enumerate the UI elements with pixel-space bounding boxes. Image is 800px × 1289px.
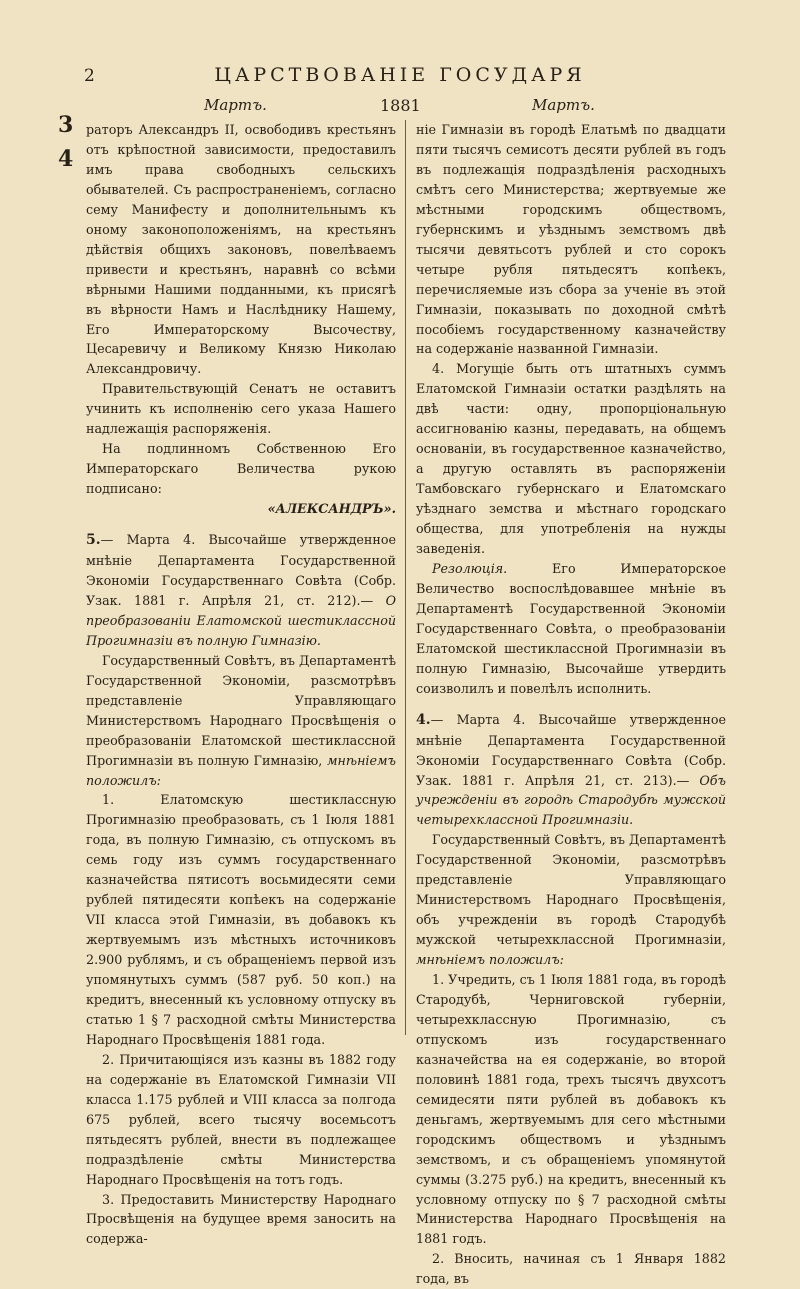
running-title: ЦАРСТВОВАНІЕ ГОСУДАРЯ [214,64,586,86]
month-right: Мартъ. [532,96,595,114]
resolution-label: Резолюція. [432,560,508,576]
section-head: — Марта 4. Высочайше утвержденное мнѣніе Департамента Государственной Экономіи Государственнаго Совѣта (Собр. Узак. 1881 г. Апрѣля 21, ст. 212). [86,532,396,608]
right-column [416,120,726,1289]
signed-note: На подлинномъ Собственною Его Императорскаго Величества рукою подписано: [86,441,396,497]
item-2: 2. Причитающіяся изъ казны въ 1882 году на содержаніе въ Елатомской Гимназіи VII класса 1.175 рублей и VIII класса за полгода 675 рублей, всего тысячу восемьсотъ пятьдесятъ рублей, внести въ подлежащее подраздѣленіе смѣты Министерства Народнаго Просвѣщенія на тотъ годъ. [86,1051,396,1187]
paragraph-italic: мнѣніемъ положилъ: [416,952,564,968]
resolution-text: Его Императорское Величество воспослѣдовавшее мнѣніе въ Департаментѣ Государственной Экономіи Государственнаго Совѣта, о преобразованіи Елатомской шестиклассной Прогимназіи въ полную Гимназію, Высочайше утвердить соизволилъ и повелѣлъ исполнить. [416,560,726,696]
resolution [416,559,726,699]
margin-number-4: 4 [58,146,74,172]
signature: «АЛЕКСАНДРЪ». [267,501,396,517]
item-1: 1. Учредить, съ 1 Іюля 1881 года, въ городѣ Стародубѣ, Черниговской губерніи, четырехклассную Прогимназію, съ отпускомъ изъ государственнаго казначейства на ея содержаніе, во второй половинѣ 1881 года, трехъ тысячъ двухсотъ семидесяти пяти рублей въ добавокъ къ деньгамъ, жертвуемымъ для сего мѣстными городскимъ обществомъ и уѣзднымъ земствомъ, и съ обращеніемъ упомянутой суммы (3.275 руб.) на кредитъ, внесенный къ условному отпуску по § 7 расходной смѣты Министерства Народнаго Просвѣщенія на 1881 годъ. [416,972,726,1247]
section-5-heading [86,530,396,651]
paragraph [416,830,726,970]
section-4-heading [416,710,726,831]
continued-text: ніе Гимназіи въ городѣ Елатьмѣ по двадцати пяти тысячъ семисотъ десяти рублей въ годъ въ подлежащія подраздѣленія расходныхъ смѣтъ сего Министерства; жертвуемые же мѣстными городскимъ обществомъ, губернскимъ и уѣзднымъ земствомъ двѣ тысячи девятьсотъ рублей и сто сорокъ четыре рубля пятьдесятъ копѣекъ, перечисляемые изъ сбора за ученіе въ этой Гимназіи, показывать по доходной смѣтѣ пособіемъ государственному казначейству на содержаніе названной Гимназіи. [416,122,726,357]
item-2: 2. Вносить, начиная съ 1 Января 1882 года, въ [416,1251,726,1287]
item-4: 4. Могущіе быть отъ штатныхъ суммъ Елатомской Гимназіи остатки раздѣлять на двѣ части: одну, пропорціональную ассигнованію казны, передавать, на общемъ основаніи, въ государственное казначейство, а другую оставлять въ распоряженіи Тамбовскаго губернскаго и Елатомскаго уѣзднаго земства и мѣстнаго городскаго общества, для употребленія на нужды заведенія. [416,361,726,557]
left-column [86,120,396,1249]
section-subject: — О преобразованіи Елатомской шестиклассной Прогимназіи въ полную Гимназію. [86,592,397,648]
senate-paragraph: Правительствующій Сенатъ не оставитъ учинить къ исполненію сего указа Нашего надлежащія распоряженія. [86,381,396,437]
decree-text: раторъ Александръ II, освободивъ крестьянъ отъ крѣпостной зависимости, предоставилъ имъ права свободныхъ сельскихъ обывателей. Съ распространеніемъ, согласно сему Манифесту и дополнительнымъ къ оному законоположеніямъ, на крестьянъ дѣйствія общихъ законовъ, повелѣваемъ привести и крестьянъ, наравнѣ со всѣми вѣрными Нашими подданными, къ присягѣ въ вѣрности Намъ и Наслѣднику Нашему, Его Императорскому Высочеству, Цесаревичу и Великому Князю Николаю Александровичу. [86,122,396,377]
paragraph-text: Государственный Совѣтъ, въ Департаментѣ Государственной Экономіи, разсмотрѣвъ представленіе Управляющаго Министерствомъ Народнаго Просвѣщенія о преобразованіи Елатомской шестиклассной Прогимназіи въ полную Гимназію, [86,652,396,768]
margin-number-3: 3 [58,112,74,138]
section-head: — Марта 4. Высочайше утвержденное мнѣніе Департамента Государственной Экономіи Государственнаго Совѣта (Собр. Узак. 1881 г. Апрѣля 21, ст. 213). [416,711,726,788]
paragraph-text: Государственный Совѣтъ, въ Департаментѣ Государственной Экономіи, разсмотрѣвъ представленіе Управляющаго Министерствомъ Народнаго Просвѣщенія, объ учрежденіи въ городѣ Стародубѣ мужской четырехклассной Прогимназіи, [416,832,726,948]
month-left: Мартъ. [204,96,267,114]
paragraph [86,651,396,791]
year: 1881 [380,96,421,115]
item-1: 1. Елатомскую шестиклассную Прогимназію преобразовать, съ 1 Іюля 1881 года, въ полную Гимназію, съ отпускомъ въ семь году изъ суммъ государственнаго казначейства пятисотъ восьмидесяти семи рублей пятидесяти копѣекъ на содержаніе VII класса этой Гимназіи, въ добавокъ къ жертвуемымъ изъ мѣстныхъ источниковъ 2.900 рублямъ, и съ обращеніемъ первой изъ упомянутыхъ суммъ (587 руб. 50 коп.) на кредитъ, внесенный къ условному отпуску въ статью 1 § 7 расходной смѣты Министерства Народнаго Просвѣщенія 1881 года. [86,792,396,1047]
section-number: 5. [86,532,101,549]
paragraph-italic: мнѣніемъ положилъ: [86,752,396,788]
item-3: 3. Предоставить Министерству Народнаго Просвѣщенія на будущее время заносить на содержа- [86,1191,396,1247]
section-subject: — Объ учрежденіи въ городѣ Стародубѣ мужской четырехклассной Прогимназіи. [416,772,726,828]
page-number: 2 [84,66,95,86]
section-number: 4. [416,711,431,728]
column-divider [405,120,406,1035]
